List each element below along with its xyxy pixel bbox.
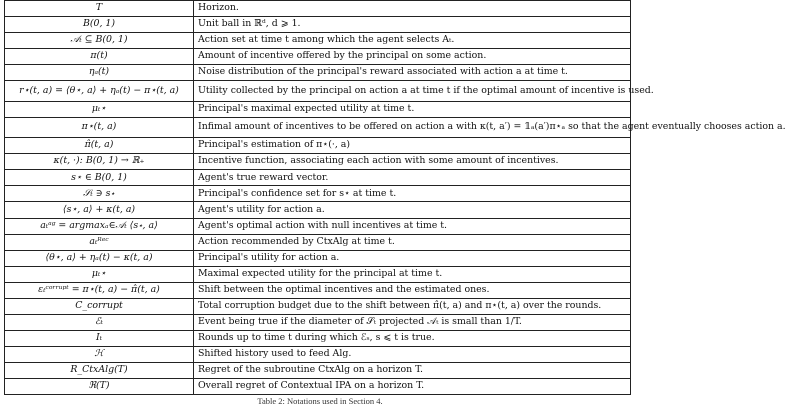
notation-description: Rounds up to time t during which ℰₛ, s ⩽ t is true.	[194, 330, 631, 346]
notation-description: Infimal amount of incentives to be offered on action a with κ(t, a′) = 𝟙ₐ(a′)π⋆ₐ so that the agent eventually chooses action a.	[194, 117, 631, 138]
notation-description: Action set at time t among which the agent selects Aₜ.	[194, 33, 631, 49]
notation-description: Agent's optimal action with null incentives at time t.	[194, 218, 631, 234]
table-row	[5, 186, 631, 202]
table-row	[5, 346, 631, 362]
notation-description: Principal's utility for action a.	[194, 250, 631, 266]
table-row	[5, 33, 631, 49]
table-row	[5, 266, 631, 282]
notation-description: Incentive function, associating each action with some amount of incentives.	[194, 154, 631, 170]
table-row	[5, 250, 631, 266]
table-row	[5, 202, 631, 218]
table-row	[5, 138, 631, 154]
notation-symbol: R_CtxAlg(T)	[5, 362, 194, 378]
notation-description: Regret of the subroutine CtxAlg on a horizon T.	[194, 362, 631, 378]
table-row	[5, 154, 631, 170]
table-row	[5, 17, 631, 33]
table-row	[5, 49, 631, 65]
notation-symbol: ⟨θ⋆, a⟩ + ηₐ(t) − κ(t, a)	[5, 250, 194, 266]
notation-symbol: 𝒮ₜ ∋ s⋆	[5, 186, 194, 202]
notation-description: Agent's true reward vector.	[194, 170, 631, 186]
notation-table	[4, 0, 786, 395]
notation-description: Action recommended by CtxAlg at time t.	[194, 234, 631, 250]
table-row	[5, 378, 631, 394]
notation-symbol: r⋆(t, a) = ⟨θ⋆, a⟩ + ηₐ(t) − π⋆(t, a)	[5, 81, 194, 102]
table-row	[5, 117, 631, 138]
notation-description: Noise distribution of the principal's reward associated with action a at time t.	[194, 65, 631, 81]
table-row	[5, 362, 631, 378]
notation-symbol: T	[5, 1, 194, 17]
notation-description: Total corruption budget due to the shift between π̂(t, a) and π⋆(t, a) over the rounds.	[194, 298, 631, 314]
notation-symbol: π⋆(t, a)	[5, 117, 194, 138]
notation-table-body	[5, 1, 786, 395]
notation-symbol: εₜᶜᵒʳʳᵘᵖᵗ = π⋆(t, a) − π̂(t, a)	[5, 282, 194, 298]
notation-symbol: κ(t, ·): B(0, 1) → ℝ₊	[5, 154, 194, 170]
notation-symbol: ηₐ(t)	[5, 65, 194, 81]
notation-description: Shift between the optimal incentives and the estimated ones.	[194, 282, 631, 298]
notation-symbol: ℋ	[5, 346, 194, 362]
table-row	[5, 81, 631, 102]
table-row	[5, 65, 631, 81]
table-row	[5, 330, 631, 346]
notation-symbol: μₜ⋆	[5, 266, 194, 282]
table-row	[5, 298, 631, 314]
notation-description: Principal's confidence set for s⋆ at time t.	[194, 186, 631, 202]
table-row	[5, 282, 631, 298]
notation-symbol: ℜ(T)	[5, 378, 194, 394]
notation-description: Agent's utility for action a.	[194, 202, 631, 218]
table-row	[5, 218, 631, 234]
table-caption: Table 2: Notations used in Section 4.	[257, 396, 383, 406]
notation-description: Horizon.	[194, 1, 631, 17]
notation-description: Amount of incentive offered by the principal on some action.	[194, 49, 631, 65]
notation-symbol: C_corrupt	[5, 298, 194, 314]
notation-symbol: π(t)	[5, 49, 194, 65]
table-row	[5, 101, 631, 117]
notation-symbol: π̂(t, a)	[5, 138, 194, 154]
notation-symbol: ℰₜ	[5, 314, 194, 330]
notation-symbol: B(0, 1)	[5, 17, 194, 33]
notation-description: Overall regret of Contextual IPA on a horizon T.	[194, 378, 631, 394]
notation-description: Event being true if the diameter of 𝒮ₜ projected 𝒜ₜ is small than 1/T.	[194, 314, 631, 330]
notation-symbol: aₜᴿᵉᶜ	[5, 234, 194, 250]
notation-symbol: ⟨s⋆, a⟩ + κ(t, a)	[5, 202, 194, 218]
table-row	[5, 314, 631, 330]
notation-description: Principal's estimation of π⋆(·, a)	[194, 138, 631, 154]
table-row	[5, 234, 631, 250]
table-row	[5, 170, 631, 186]
table-row	[5, 1, 631, 17]
notation-description: Utility collected by the principal on action a at time t if the optimal amount of incentive is used.	[194, 81, 631, 102]
notation-symbol: 𝒜ₜ ⊆ B(0, 1)	[5, 33, 194, 49]
notation-description: Shifted history used to feed Alg.	[194, 346, 631, 362]
notation-symbol: aₜᵃᵍ = argmaxₐ∈𝒜ₜ ⟨s⋆, a⟩	[5, 218, 194, 234]
notation-description: Principal's maximal expected utility at time t.	[194, 101, 631, 117]
notation-symbol: Iₜ	[5, 330, 194, 346]
notation-description: Maximal expected utility for the principal at time t.	[194, 266, 631, 282]
notation-symbol: s⋆ ∈ B(0, 1)	[5, 170, 194, 186]
notation-description: Unit ball in ℝᵈ, d ⩾ 1.	[194, 17, 631, 33]
notation-symbol: μₜ⋆	[5, 101, 194, 117]
